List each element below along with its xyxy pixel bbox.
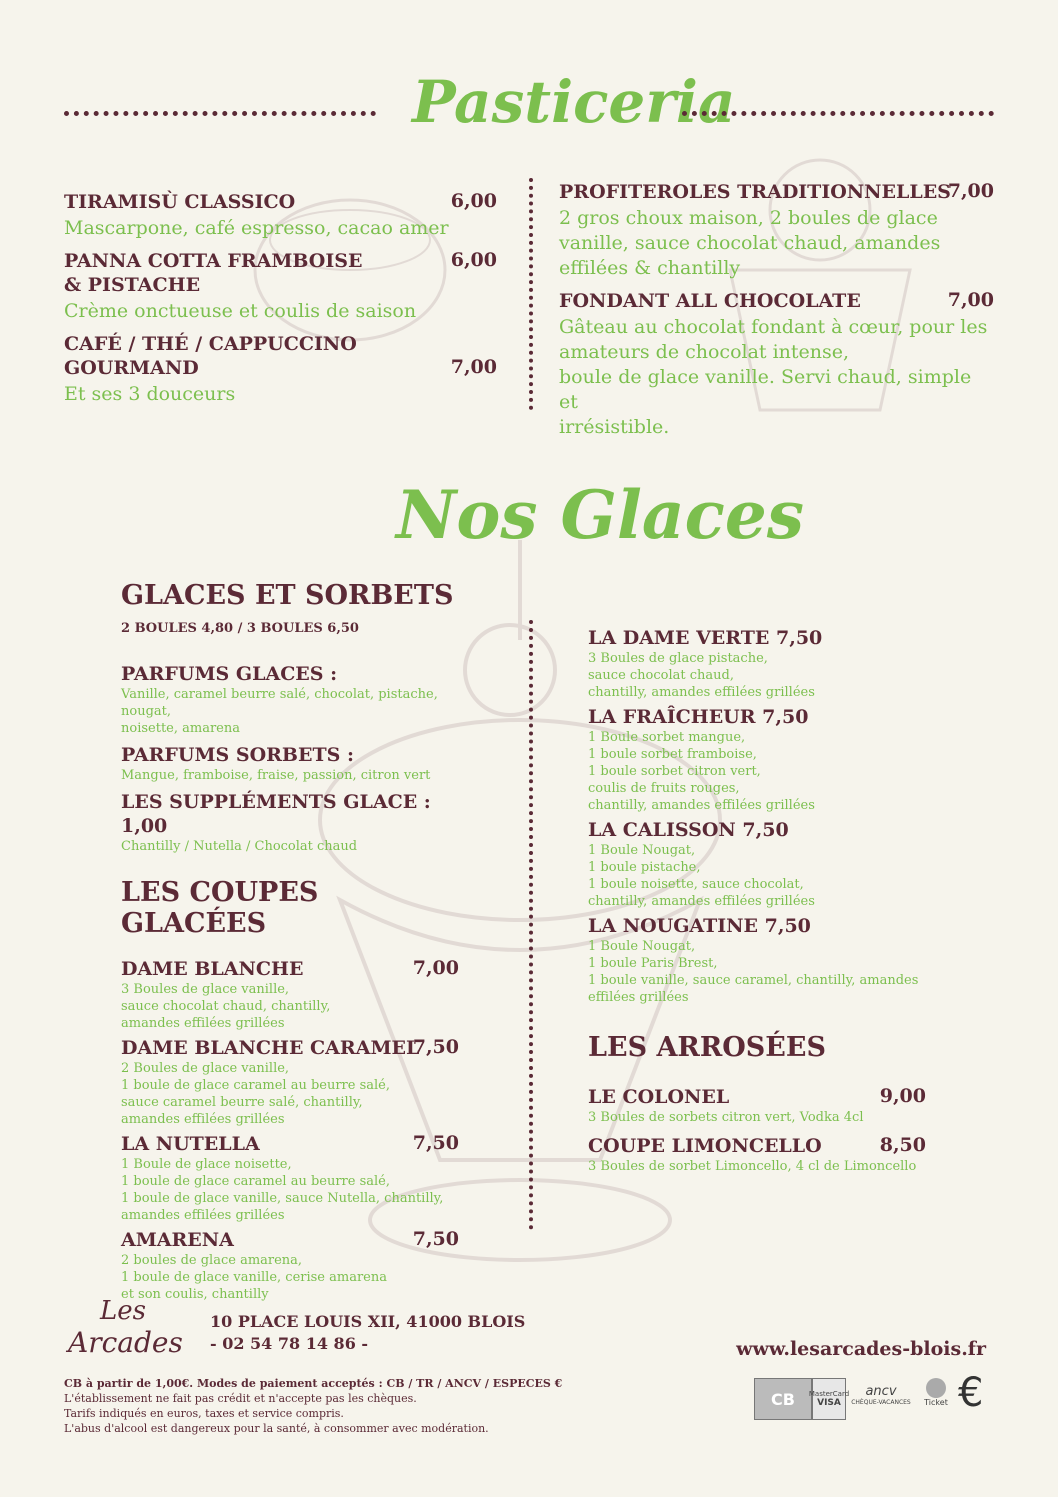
item-desc-line: 1 Boule sorbet mangue, — [588, 730, 746, 745]
item-desc-line: 1 Boule Nougat, — [588, 843, 696, 858]
item-desc-line: 2 gros choux maison, 2 boules de glace — [559, 207, 938, 229]
item-name: TIRAMISÙ CLASSICO — [64, 191, 296, 213]
ticket-label: Ticket — [924, 1398, 948, 1407]
item-desc: Mascarpone, café espresso, cacao amer — [64, 217, 449, 239]
item-desc-line: sauce chocolat chaud, chantilly, — [121, 999, 331, 1014]
pastry-left-column — [64, 190, 497, 407]
parfums-sorbets-desc: Mangue, framboise, fraise, passion, citron vert — [121, 768, 431, 783]
item-desc-line: amandes effilées grillées — [121, 1208, 285, 1223]
glaces-divider — [529, 620, 533, 1230]
payment-info — [64, 1376, 664, 1436]
section-heading: LES COUPES GLACÉES — [121, 877, 319, 939]
item-desc-line: 1 boule sorbet framboise, — [588, 747, 757, 762]
menu-item — [64, 332, 497, 407]
item-desc-line: amateurs de chocolat intense, — [559, 341, 850, 363]
item-price: 7,50 — [412, 1036, 459, 1058]
item-price: 6,00 — [450, 249, 497, 271]
item-price: 9,00 — [879, 1085, 926, 1107]
item-name: LA CALISSON 7,50 — [588, 819, 789, 841]
footer-note: L'établissement ne fait pas crédit et n'accepte pas les chèques. — [64, 1392, 417, 1405]
menu-item — [588, 818, 928, 910]
item-name: LE COLONEL — [588, 1086, 730, 1108]
item-desc-line: 1 Boule Nougat, — [588, 939, 696, 954]
menu-item — [121, 1132, 461, 1224]
item-desc-line: 1 boule de glace caramel au beurre salé, — [121, 1078, 391, 1093]
item-desc-line: chantilly, amandes effilées grillées — [588, 798, 815, 813]
item-desc-line: amandes effilées grillées — [121, 1016, 285, 1031]
item-desc-line: 3 Boules de glace pistache, — [588, 651, 768, 666]
cb-card-icon — [754, 1378, 812, 1420]
item-name-line2: & PISTACHE — [64, 274, 201, 296]
item-desc-line: coulis de fruits rouges, — [588, 781, 740, 796]
glaces-left-column — [121, 580, 461, 1303]
item-name: DAME BLANCHE CARAMEL — [121, 1037, 420, 1059]
menu-item — [559, 289, 994, 440]
menu-item — [121, 957, 461, 1032]
pastry-divider — [529, 178, 533, 410]
item-desc-line: 2 Boules de glace vanille, — [121, 1061, 290, 1076]
item-price: 7,00 — [947, 289, 994, 311]
euro-icon: € — [958, 1370, 984, 1416]
mastercard-visa-icon — [808, 1378, 850, 1420]
section-heading: GLACES ET SORBETS — [121, 580, 454, 611]
item-desc-line: chantilly, amandes effilées grillées — [588, 894, 815, 909]
menu-item — [588, 626, 928, 701]
supplements-desc: Chantilly / Nutella / Chocolat chaud — [121, 839, 358, 854]
item-desc: Et ses 3 douceurs — [64, 383, 236, 405]
item-desc-line: effilées grillées — [588, 990, 689, 1005]
parfums-glaces-desc: noisette, amarena — [121, 721, 240, 736]
menu-item — [559, 180, 994, 281]
glaces-right-column — [588, 626, 928, 1175]
item-name: DAME BLANCHE — [121, 958, 304, 980]
parfums-sorbets-title: PARFUMS SORBETS : — [121, 744, 354, 766]
ticket-circle — [926, 1378, 946, 1398]
item-name: FONDANT ALL CHOCOLATE — [559, 290, 861, 312]
item-price: 7,50 — [412, 1132, 459, 1154]
parfums-glaces-desc: Vanille, caramel beurre salé, chocolat, pistache, nougat, — [121, 687, 438, 719]
item-desc-line: 2 boules de glace amarena, — [121, 1253, 303, 1268]
menu-item — [121, 1036, 461, 1128]
mastercard-label: MasterCard — [808, 1390, 850, 1398]
item-name: PROFITEROLES TRADITIONNELLES — [559, 181, 951, 203]
menu-item — [588, 1085, 928, 1126]
ancv-label: ancv — [865, 1384, 897, 1399]
parfums-glaces-title: PARFUMS GLACES : — [121, 663, 338, 685]
ancv-sub-label: CHÈQUE-VACANCES — [851, 1399, 911, 1406]
item-desc-line: 1 boule de glace caramel au beurre salé, — [121, 1174, 391, 1189]
address: 10 PLACE LOUIS XII, 41000 BLOIS — [210, 1312, 526, 1331]
menu-item — [588, 914, 928, 1006]
item-price: 7,00 — [412, 957, 459, 979]
item-desc-line: 1 boule de glace vanille, cerise amarena — [121, 1270, 387, 1285]
phone: - 02 54 78 14 86 - — [210, 1334, 369, 1353]
menu-item — [588, 705, 928, 814]
cb-label: CB — [771, 1389, 795, 1409]
glaces-title: Nos Glaces — [396, 476, 805, 554]
item-desc-line: 1 boule de glace vanille, sauce Nutella, chantilly, — [121, 1191, 444, 1206]
item-desc: 3 Boules de sorbet Limoncello, 4 cl de Limoncello — [588, 1159, 917, 1174]
item-desc-line: chantilly, amandes effilées grillées — [588, 685, 815, 700]
item-name: LA NUTELLA — [121, 1133, 260, 1155]
website-link[interactable]: www.lesarcades-blois.fr — [736, 1338, 986, 1360]
item-price: 7,50 — [412, 1228, 459, 1250]
item-desc-line: irrésistible. — [559, 416, 670, 438]
ancv-logo-icon — [848, 1376, 914, 1420]
item-name: CAFÉ / THÉ / CAPPUCCINO — [64, 333, 357, 355]
visa-label: VISA — [817, 1398, 841, 1408]
item-price: 7,00 — [450, 356, 497, 378]
item-desc-line: 1 Boule de glace noisette, — [121, 1157, 292, 1172]
pasticceria-title: Pasticeria — [412, 68, 736, 136]
item-desc-line: 3 Boules de glace vanille, — [121, 982, 290, 997]
item-desc-line: effilées & chantilly — [559, 257, 741, 279]
footer-note: L'abus d'alcool est dangereux pour la santé, à consommer avec modération. — [64, 1422, 489, 1435]
item-name: LA NOUGATINE 7,50 — [588, 915, 811, 937]
item-name: LA DAME VERTE 7,50 — [588, 627, 823, 649]
item-desc-line: vanille, sauce chocolat chaud, amandes — [559, 232, 941, 254]
logo-line1: Les — [100, 1296, 146, 1326]
item-desc-line: Gâteau au chocolat fondant à cœur, pour les — [559, 316, 988, 338]
item-desc-line: et son coulis, chantilly — [121, 1287, 269, 1302]
title-rule-left — [64, 111, 376, 116]
item-name-line2: GOURMAND — [64, 357, 199, 379]
item-name: AMARENA — [121, 1229, 234, 1251]
item-desc-line: sauce chocolat chaud, — [588, 668, 734, 683]
item-desc-line: 1 boule noisette, sauce chocolat, — [588, 877, 804, 892]
item-desc: 3 Boules de sorbets citron vert, Vodka 4cl — [588, 1110, 864, 1125]
ticket-restaurant-icon — [920, 1378, 952, 1418]
payment-methods: CB à partir de 1,00€. Modes de paiement acceptés : CB / TR / ANCV / ESPECES € — [64, 1377, 563, 1390]
item-desc-line: 1 boule pistache, — [588, 860, 701, 875]
item-desc-line: sauce caramel beurre salé, chantilly, — [121, 1095, 363, 1110]
item-desc-line: amandes effilées grillées — [121, 1112, 285, 1127]
boules-prices: 2 BOULES 4,80 / 3 BOULES 6,50 — [121, 621, 359, 636]
item-price: 6,00 — [450, 190, 497, 212]
restaurant-logo — [64, 1296, 194, 1368]
item-desc-line: boule de glace vanille. Servi chaud, simple et — [559, 366, 972, 413]
menu-item — [588, 1134, 928, 1175]
item-price: 8,50 — [879, 1134, 926, 1156]
menu-item — [64, 190, 497, 241]
title-rule-right — [682, 111, 994, 116]
item-name: COUPE LIMONCELLO — [588, 1135, 822, 1157]
item-name: LA FRAÎCHEUR 7,50 — [588, 706, 809, 728]
item-name: PANNA COTTA FRAMBOISE — [64, 250, 363, 272]
section-heading: LES ARROSÉES — [588, 1032, 826, 1063]
footer-note: Tarifs indiqués en euros, taxes et service compris. — [64, 1407, 344, 1420]
item-desc-line: 1 boule vanille, sauce caramel, chantilly, amandes — [588, 973, 919, 988]
menu-item — [121, 1228, 461, 1303]
pastry-right-column — [559, 180, 994, 440]
item-price: 7,00 — [947, 180, 994, 202]
logo-line2: Arcades — [68, 1326, 183, 1359]
item-desc-line: 1 boule sorbet citron vert, — [588, 764, 761, 779]
menu-item — [64, 249, 497, 324]
item-desc-line: 1 boule Paris Brest, — [588, 956, 718, 971]
item-desc: Crème onctueuse et coulis de saison — [64, 300, 417, 322]
supplements-title: LES SUPPLÉMENTS GLACE : 1,00 — [121, 791, 431, 837]
